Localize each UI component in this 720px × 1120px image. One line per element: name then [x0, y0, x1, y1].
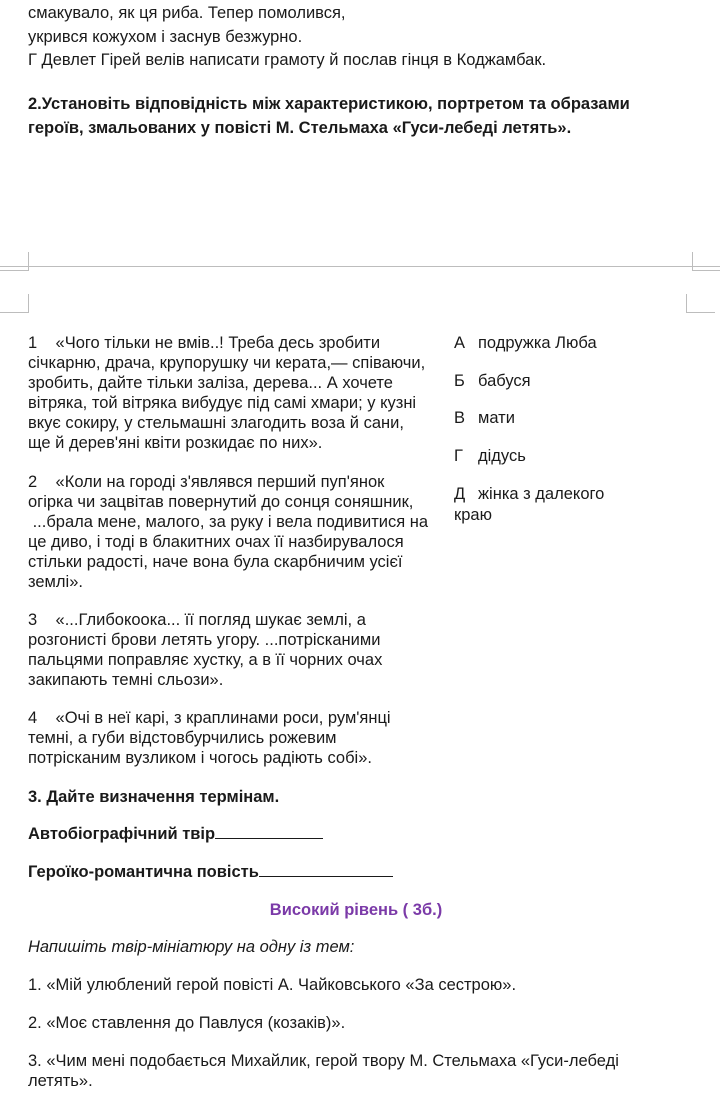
answer-blank[interactable]	[215, 824, 323, 839]
page-corner-mark	[692, 252, 720, 271]
essay-instruction: Напишіть твір-мініатюру на одну із тем:	[28, 938, 355, 956]
option-d-continued: краю	[454, 506, 492, 524]
page-break	[0, 266, 720, 267]
match-item-3: 3 «...Глибокоока... її погляд шукає землі, а розгонисті брови летять угору. ...потрісканими пальцями поправляє хустку, а в її чорних очах закипають темні сльози».	[28, 611, 383, 689]
match-item-2: 2 «Коли на городі з'являвся перший пуп'янок огірка чи зацвітав повернутий до сонця соняшник, ...брала мене, малого, за руку і вела подивитися на це диво, і тоді в блакитних очах її назбирувалося стільки радості, наче вона була скарбничим усієї землі».	[28, 473, 429, 591]
task2-title: героїв, змальованих у повісті М. Стельмаха «Гуси-лебеді летять».	[28, 119, 572, 137]
answer-blank[interactable]	[259, 862, 393, 877]
term-heroic-romantic: Героїко-романтична повість	[28, 862, 393, 882]
essay-topic-3: 3. «Чим мені подобається Михайлик, герой твору М. Стельмаха «Гуси-лебеді	[28, 1052, 619, 1070]
page-corner-mark	[0, 252, 29, 271]
text-line: Г Девлет Гірей велів написати грамоту й послав гінця в Коджамбак.	[28, 51, 547, 69]
task3-title: 3. Дайте визначення термінам.	[28, 788, 280, 806]
match-item-4: 4 «Очі в неї карі, з краплинами роси, рум'янці темні, а губи відстовбурчились рожевим потрісканим вузликом і чогось радіють собі».	[28, 709, 391, 767]
term-autobiographical: Автобіографічний твір	[28, 824, 323, 844]
item-number: 2	[28, 473, 38, 491]
text-line: смакувало, як ця риба. Тепер помолився,	[28, 4, 346, 22]
item-number: 3	[28, 611, 38, 629]
option-d: Д жінка з далекого	[454, 485, 605, 503]
option-h: Г дідусь	[454, 447, 526, 465]
option-a: А подружка Люба	[454, 334, 597, 352]
essay-topic-2: 2. «Моє ставлення до Павлуся (козаків)».	[28, 1014, 346, 1032]
match-item-1: 1 «Чого тільки не вмів..! Треба десь зробити січкарню, драча, крупорушку чи керата,— співаючи, зробить, дайте тільки заліза, дерева... А хочете вітряка, той вітряка вибудує під самі хмари; у кузні вкує сокиру, у стельмашні злагодить воза й сани, ще й дерев'яні квіти розкидає по них».	[28, 334, 426, 452]
page-corner-mark	[0, 294, 29, 313]
item-number: 4	[28, 709, 38, 727]
item-number: 1	[28, 334, 38, 352]
page-corner-mark	[686, 294, 715, 313]
task2-title: 2.Установіть відповідність між характеристикою, портретом та образами	[28, 95, 630, 113]
essay-topic-3-continued: летять».	[28, 1072, 93, 1090]
text-line: укрився кожухом і заснув безжурно.	[28, 28, 303, 46]
high-level-title: Високий рівень ( 3б.)	[269, 901, 443, 919]
option-b: Б бабуся	[454, 372, 531, 390]
option-v: В мати	[454, 409, 515, 427]
essay-topic-1: 1. «Мій улюблений герой повісті А. Чайковського «За сестрою».	[28, 976, 517, 994]
